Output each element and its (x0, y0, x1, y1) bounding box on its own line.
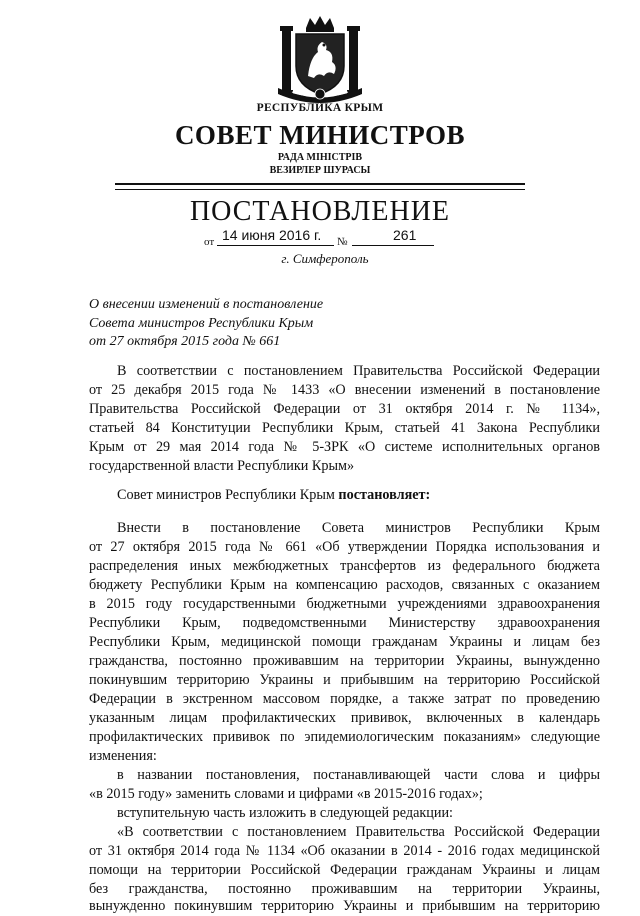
republic-name: РЕСПУБЛИКА КРЫМ (256, 102, 384, 114)
body-line: в 2015 году государственными бюджетными учреждениями здравоохранения (89, 596, 600, 612)
body-line: бюджету Республики Крым на компенсацию расходов, связанных с оказанием (89, 577, 600, 593)
body-line: «В соответствии с постановлением Правительства Российской Федерации (117, 824, 600, 840)
coat-of-arms-emblem (272, 14, 368, 100)
body-line: «в 2015 году» заменить словами и цифрами «в 2015-2016 годах»; (89, 786, 483, 802)
body-line: в названии постановления, постанавливающей части слова и цифры (117, 767, 600, 783)
body-line: указанным лицам профилактических прививок, включенных в календарь (89, 710, 600, 726)
organization-title-crimean-tatar: ВЕЗИРЛЕР ШУРАСЫ (269, 165, 371, 176)
city: г. Симферополь (281, 251, 369, 266)
body-line: вступительную часть изложить в следующей редакции: (117, 805, 453, 821)
body-line: Республики Крым, медицинской помощи гражданам Украины и лицам без (89, 634, 600, 650)
date-underline (217, 245, 334, 246)
body-line: покинувшим территорию Украины и прибывшим на территорию Российской (89, 672, 600, 688)
resolution-clause (117, 486, 600, 505)
number-underline (352, 245, 434, 246)
organization-title-ukrainian: РАДА МІНІСТРІВ (277, 152, 363, 163)
body-line: изменения: (89, 748, 157, 764)
body-line: Федерации в экстренном массовом порядке, а также затрат по проведению (89, 691, 600, 707)
number-prefix: № (337, 236, 348, 248)
header-rule-thick (115, 183, 525, 185)
body-line: статьей 84 Конституции Республики Крым, статьей 41 Закона Республики (89, 420, 600, 436)
header-rule-thin (115, 189, 525, 190)
document-date: 14 июня 2016 г. (222, 227, 322, 243)
body-line: от 31 октября 2014 года № 1134 «Об оказании в 2014 - 2016 годах медицинской (89, 843, 600, 859)
resolution-verb: постановляет: (338, 487, 431, 503)
document-number: 261 (393, 227, 417, 243)
body-line: от 27 октября 2015 года № 661 «Об утверждении Порядка использования и (89, 539, 600, 555)
body-line: без гражданства, постоянно проживавшим на территории Украины, (89, 881, 600, 897)
body-line: Крым от 29 мая 2014 года № 5-ЗРК «О системе исполнительных органов (89, 439, 600, 455)
body-line: государственной власти Республики Крым» (89, 458, 355, 474)
body-line: от 25 декабря 2015 года № 1433 «О внесении изменений в постановление (89, 382, 600, 398)
body-line: гражданства, постоянно проживавшим на территории Украины, вынужденно (89, 653, 600, 669)
resolution-text: Совет министров Республики Крым (117, 487, 339, 503)
body-line: вынужденно покинувшим территорию Украины и прибывшим на территорию (89, 898, 600, 914)
subject-line: Совета министров Республики Крым (89, 315, 314, 331)
subject-line: О внесении изменений в постановление (89, 297, 324, 312)
body-line: профилактических прививок по эпидемиологическим показаниям» следующие (89, 729, 600, 745)
document-type: ПОСТАНОВЛЕНИЕ (189, 196, 451, 227)
subject-line: от 27 октября 2015 года № 661 (89, 334, 281, 349)
body-line: помощи на территории Российской Федерации гражданам Украины и лицам (89, 862, 600, 878)
document-subject (89, 296, 369, 352)
body-line: распределения иных межбюджетных трансфертов из федерального бюджета (89, 558, 600, 574)
body-line: В соответствии с постановлением Правительства Российской Федерации (117, 363, 600, 379)
body-line: Республики Крым, подведомственными Министерству здравоохранения (89, 615, 600, 631)
date-prefix: от (204, 236, 215, 248)
organization-title: СОВЕТ МИНИСТРОВ (174, 120, 466, 150)
body-line: Правительства Российской Федерации от 31 октября 2014 г. № 1134», (89, 401, 600, 417)
body-line: Внести в постановление Совета министров Республики Крым (117, 520, 600, 536)
